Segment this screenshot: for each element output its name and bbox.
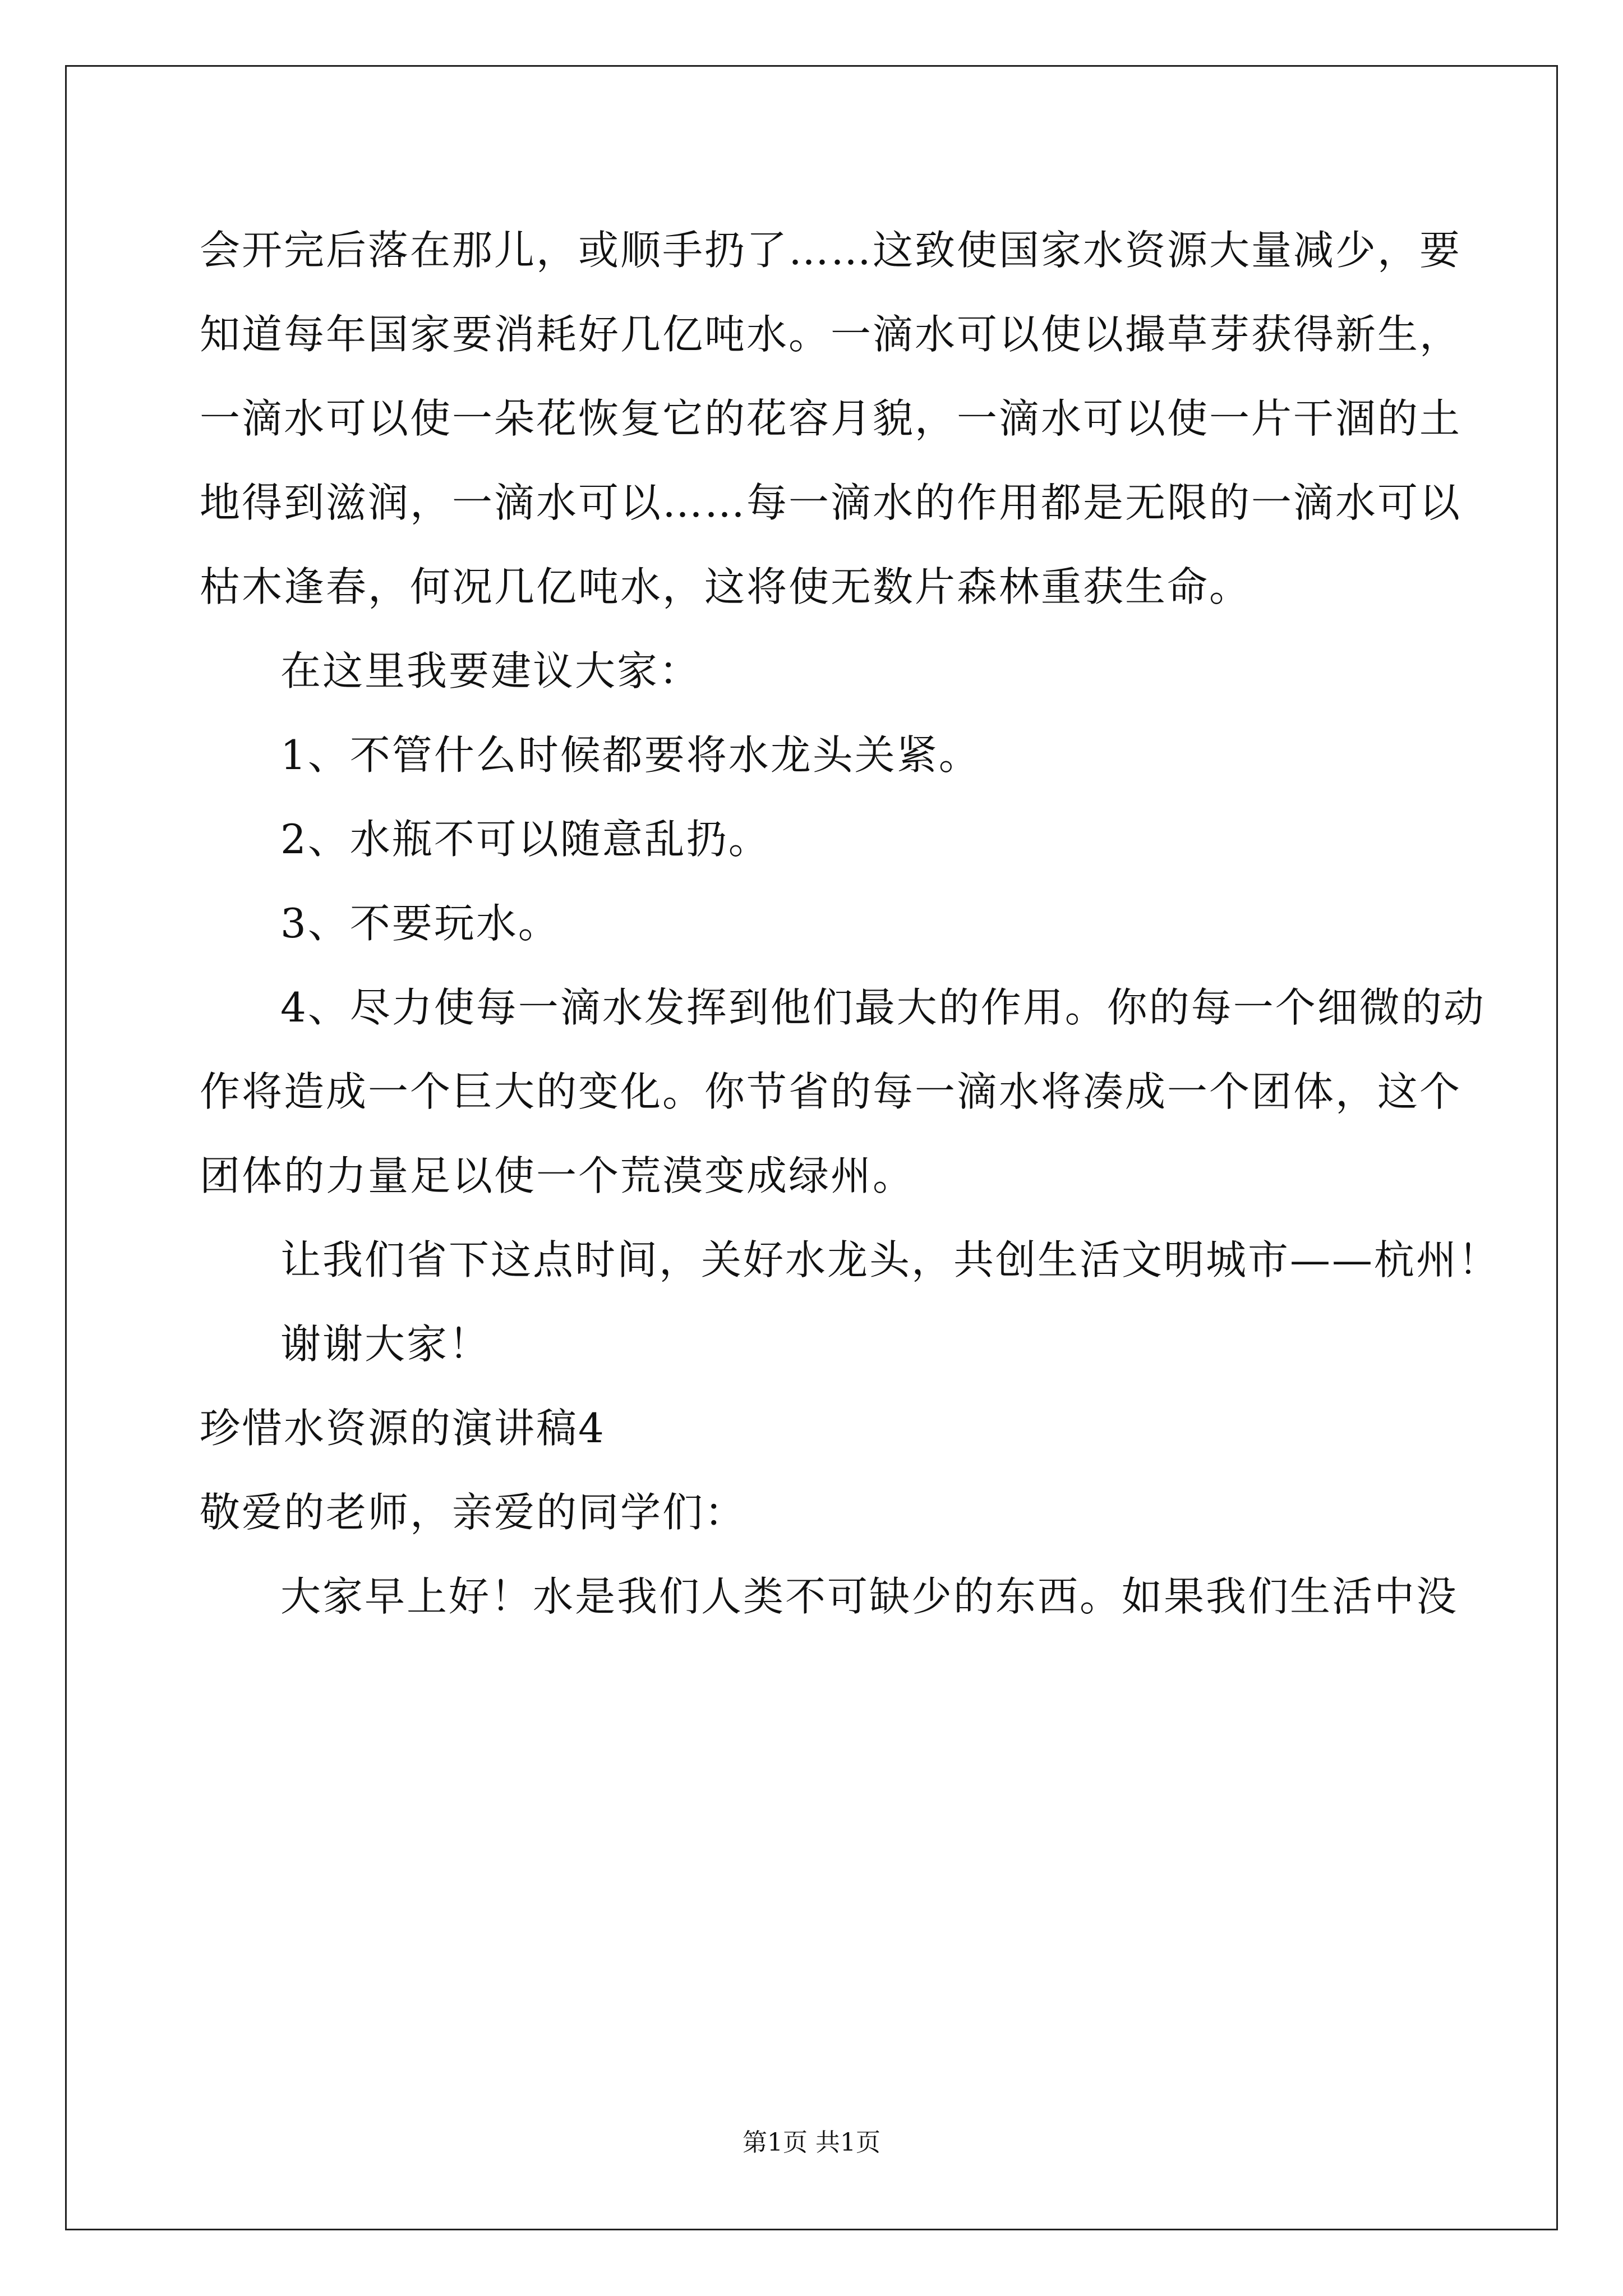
body-line-11: 作将造成一个巨大的变化。你节省的每一滴水将凑成一个团体，这个	[200, 1068, 1462, 1115]
body-line-2: 知道每年国家要消耗好几亿吨水。一滴水可以使以撮草芽获得新生，	[200, 311, 1462, 358]
salutation: 敬爱的老师，亲爱的同学们：	[200, 1489, 747, 1536]
body-line-12: 团体的力量足以使一个荒漠变成绿州。	[200, 1152, 915, 1199]
body-line-8: 2、水瓶不可以随意乱扔。	[280, 816, 771, 863]
body-line-4: 地得到滋润，一滴水可以……每一滴水的作用都是无限的一滴水可以	[200, 479, 1462, 526]
body-line-9: 3、不要玩水。	[280, 900, 560, 947]
body-line-6: 在这里我要建议大家：	[280, 647, 702, 694]
body-line-1: 会开完后落在那儿，或顺手扔了……这致使国家水资源大量减少，要	[200, 227, 1462, 274]
body-line-17: 大家早上好！水是我们人类不可缺少的东西。如果我们生活中没	[280, 1573, 1459, 1620]
body-line-5: 枯木逢春，何况几亿吨水，这将使无数片森林重获生命。	[200, 563, 1252, 610]
section-heading: 珍惜水资源的演讲稿4	[200, 1405, 606, 1452]
body-line-3: 一滴水可以使一朵花恢复它的花容月貌，一滴水可以使一片干涸的土	[200, 395, 1462, 442]
page-footer: 第1页 共1页	[743, 2128, 880, 2157]
body-line-10: 4、尽力使每一滴水发挥到他们最大的作用。你的每一个细微的动	[280, 984, 1486, 1031]
body-line-14: 谢谢大家！	[280, 1320, 491, 1368]
body-line-7: 1、不管什么时候都要将水龙头关紧。	[280, 731, 981, 779]
body-line-13: 让我们省下这点时间，关好水龙头，共创生活文明城市——杭州！	[280, 1236, 1501, 1283]
